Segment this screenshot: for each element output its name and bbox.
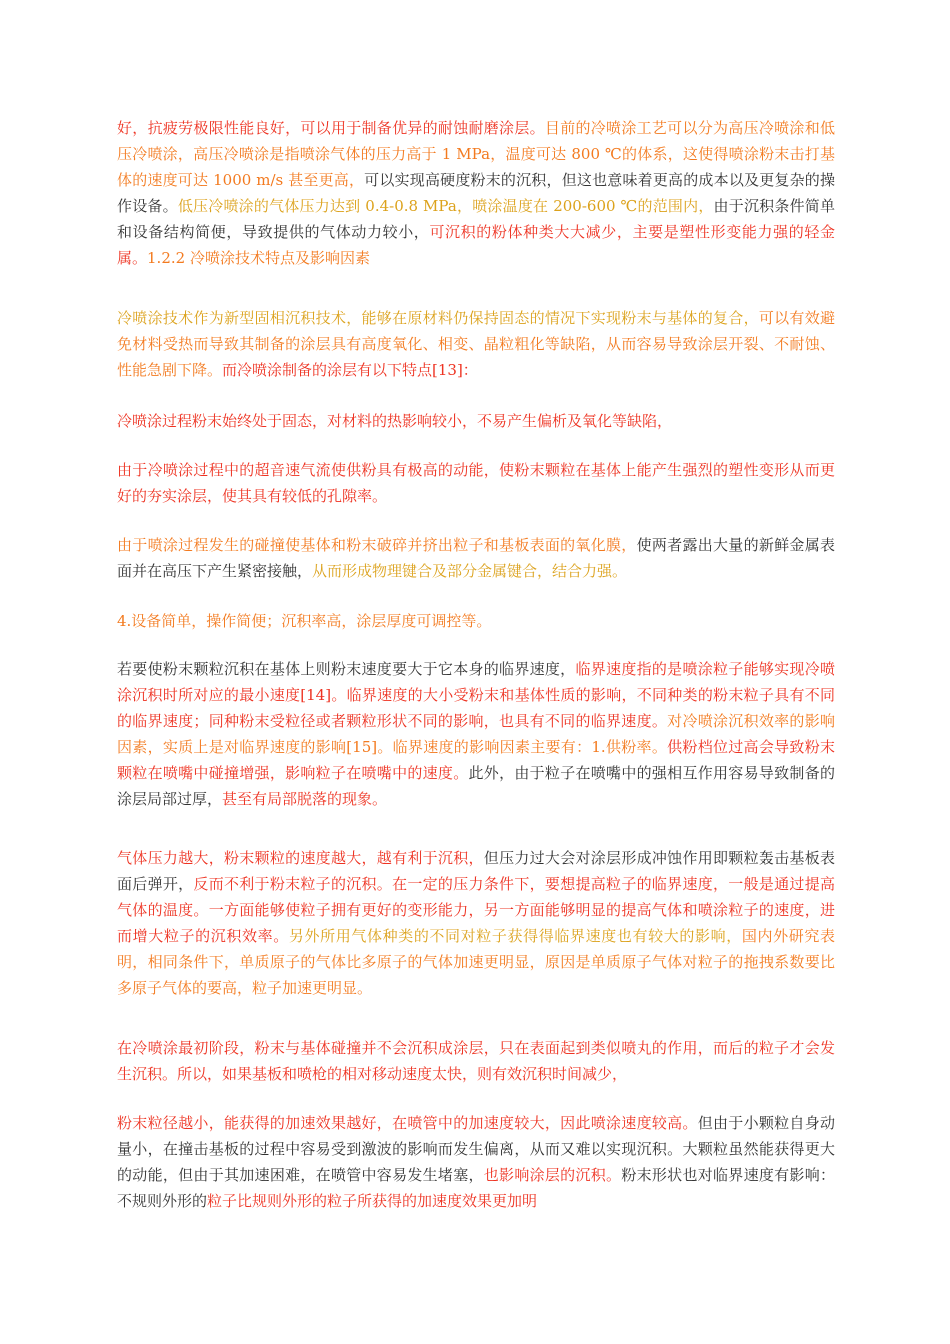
text-segment: 反而不利于粉末粒子的沉积。在一定的压力条件下，要想提高粒子的临界速度，一般是通过提高气体的温度。一方面能够使粒子拥有更好的变形能力，另一方面能够明显的提高气体和喷涂粒子的速度，进而增大粒子的沉积效率。 [117, 875, 835, 945]
text-segment: 气体压力越大，粉末颗粒的速度越大，越有利于沉积， [117, 849, 484, 867]
text-segment: 粒子比规则外形的粒子所获得的加速度效果更加明 [207, 1192, 538, 1210]
text-segment: 从而形成物理键合及部分金属键合，结合力强。 [312, 562, 628, 580]
text-segment: 粉末形状也对临界速度有影响：不规则外形的 [117, 1166, 835, 1210]
text-segment: 在冷喷涂最初阶段，粉末与基体碰撞并不会沉积成涂层，只在表面起到类似喷丸的作用，而后的粒子才会发生沉积。所以，如果基板和喷枪的相对移动速度太快，则有效沉积时间减少， [117, 1039, 835, 1083]
text-segment: 由于冷喷涂过程中的超音速气流使供粉具有极高的动能，使粉末颗粒在基体上能产生强烈的塑性变形从而更好的夯实涂层，使其具有较低的孔隙率。 [117, 461, 835, 505]
paragraph-cold-spray-features [117, 305, 835, 383]
text-segment: 可沉积的粉体种类大大减少，主要是塑性形变能力强的轻金属。 [117, 223, 835, 267]
text-segment: 由于沉积条件简单和设备结构简便，导致提供的气体动力较小， [117, 197, 835, 241]
text-segment: 另外所用气体种类的不同对粒子获得得临界速度也有较大的影响， [288, 927, 742, 945]
text-segment: 由于喷涂过程发生的碰撞使基体和粉末破碎并挤出粒子和基板表面的氧化膜， [117, 536, 637, 554]
text-segment: 低压冷喷涂的气体压力达到 0.4-0.8 MPa，喷涂温度在 200-600 ℃的范围内， [177, 197, 714, 215]
text-segment: 冷喷涂技术作为新型固相沉积技术，能够在原材料仍保持固态的情况下实现粉末与基体的复合， [117, 309, 759, 327]
paragraph-intro-cold-spray-types [117, 115, 835, 271]
text-segment: 若要使粉末颗粒沉积在基体上则粉末速度要大于它本身的临界速度， [117, 660, 576, 678]
text-segment: 可以有效避免材料受热而导致其制备的涂层具有高度氧化、相变、晶粒粗化等缺陷，从而容易导致涂层开裂、不耐蚀、性能急剧下降。 [117, 309, 835, 379]
paragraph-feature-low-porosity [117, 457, 835, 509]
text-segment: 4.设备简单，操作简便；沉积率高，涂层厚度可调控等。 [117, 612, 492, 630]
text-segment: 使两者露出大量的新鲜金属表面并在高压下产生紧密接触， [117, 536, 835, 580]
text-segment: 甚至有局部脱落的现象。 [222, 790, 388, 808]
text-segment: 粉末粒径越小，能获得的加速效果越好，在喷管中的加速度较大，因此喷涂速度较高。 [117, 1114, 698, 1132]
text-segment: 而冷喷涂制备的涂层有以下特点[13]： [222, 361, 478, 379]
paragraph-feature-bonding [117, 532, 835, 584]
text-segment: 国内外研究表明，相同条件下，单质原子的气体比多原子的气体加速更明显，原因是单质原子气体对粒子的拖拽系数要比多原子气体的要高，粒子加速更明显。 [117, 927, 835, 997]
text-segment: 但压力过大会对涂层形成冲蚀作用即颗粒轰击基板表面后弹开， [117, 849, 835, 893]
paragraph-feature-equipment [117, 608, 835, 634]
text-segment: 供粉档位过高会导致粉末颗粒在喷嘴中碰撞增强，影响粒子在喷嘴中的速度。 [117, 738, 835, 782]
paragraph-critical-velocity [117, 656, 835, 812]
text-segment: 好，抗疲劳极限性能良好，可以用于制备优异的耐蚀耐磨涂层。 [117, 119, 545, 137]
text-segment: 也影响涂层的沉积。 [483, 1166, 622, 1184]
text-segment: 冷喷涂过程粉末始终处于固态，对材料的热影响较小，不易产生偏析及氧化等缺陷， [117, 412, 673, 430]
text-segment: 但由于小颗粒自身动量小，在撞击基板的过程中容易受到激波的影响而发生偏离，从而又难以实现沉积。大颗粒虽然能获得更大的动能，但由于其加速困难，在喷管中容易发生堵塞， [117, 1114, 835, 1184]
text-segment: 此外，由于粒子在喷嘴中的强相互作用容易导致制备的涂层局部过厚， [117, 764, 835, 808]
paragraph-gas-pressure [117, 845, 835, 1001]
text-segment: 临界速度指的是喷涂粒子能够实现冷喷涂沉积时所对应的最小速度[14]。临界速度的大小受粉末和基体性质的影响，不同种类的粉末粒子具有不同的临界速度；同种粉末受粒径或者颗粒形状不同的影响，也具有不同的临界速度。 [117, 660, 835, 730]
text-segment: 目前的冷喷涂工艺可以分为高压冷喷涂和低压冷喷涂，高压冷喷涂是指喷涂气体的压力高于 1 MPa，温度可达 800 ℃的体系，这使得喷涂粉末击打基体的速度可达 1000 m/s 甚至更高， [117, 119, 835, 189]
paragraph-feature-solid-state [117, 408, 835, 434]
paragraph-particle-size [117, 1110, 835, 1214]
text-segment: 对冷喷涂沉积效率的影响因素，实质上是对临界速度的影响[15]。临界速度的影响因素主要有：1.供粉率。 [117, 712, 835, 756]
paragraph-initial-stage [117, 1035, 835, 1087]
text-segment: 1.2.2 冷喷涂技术特点及影响因素 [147, 249, 370, 267]
text-segment: 可以实现高硬度粉末的沉积，但这也意味着更高的成本以及更复杂的操作设备。 [117, 171, 835, 215]
